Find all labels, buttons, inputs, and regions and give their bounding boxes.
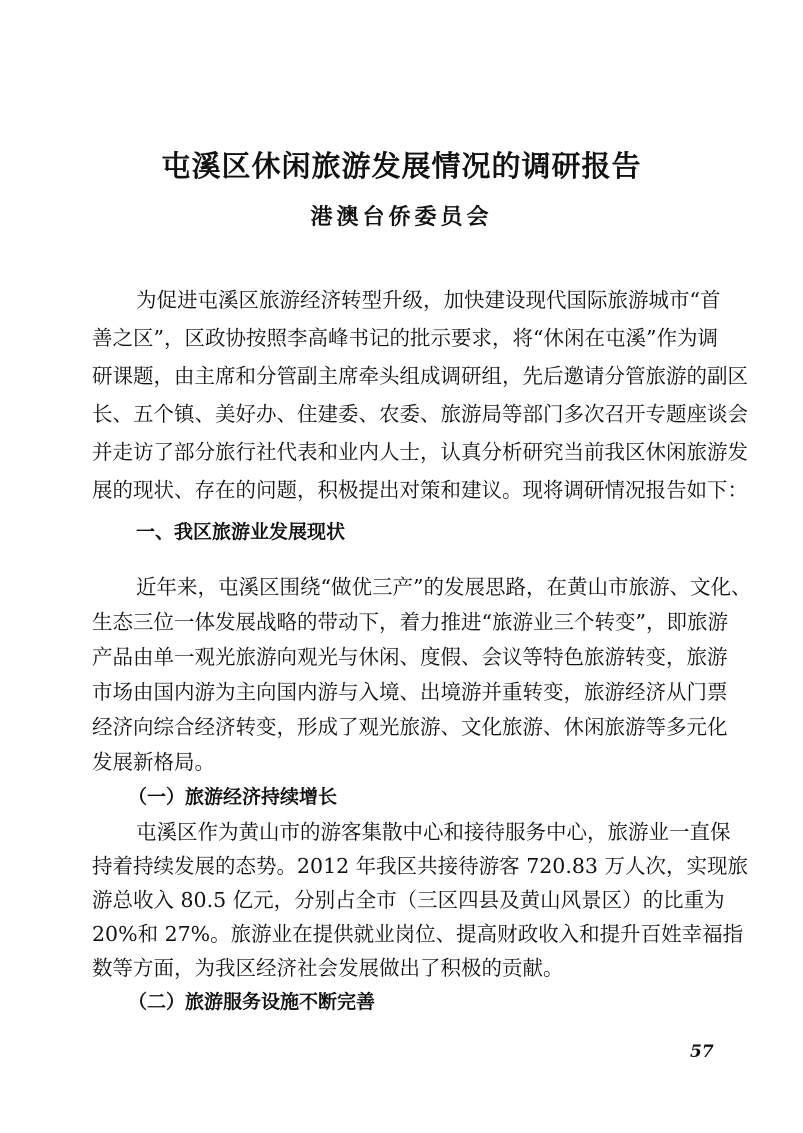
text-line: 善之区”，区政协按照李高峰书记的批示要求，将“休闲在屯溪”作为调 <box>92 326 718 350</box>
text-line: 20%和 27%。旅游业在提供就业岗位、提高财政收入和提升百姓幸福指 <box>92 922 744 946</box>
document-author: 港澳台侨委员会 <box>310 204 493 230</box>
intro-paragraph <box>92 281 748 509</box>
text-line: 展的现状、存在的问题，积极提出对策和建议。现将调研情况报告如下： <box>92 478 748 502</box>
text-line: 数等方面，为我区经济社会发展做出了积极的贡献。 <box>92 956 564 980</box>
text-line: 并走访了部分旅行社代表和业内人士，认真分析研究当前我区休闲旅游发 <box>92 440 748 464</box>
subsection-heading: （二）旅游服务设施不断完善 <box>128 991 376 1013</box>
text-line: 产品由单一观光旅游向观光与休闲、度假、会议等特色旅游转变，旅游 <box>92 645 728 669</box>
section1-paragraph <box>92 570 752 780</box>
document-title: 屯溪区休闲旅游发展情况的调研报告 <box>161 149 642 183</box>
section-heading: 一、我区旅游业发展现状 <box>136 521 346 543</box>
text-line: 生态三位一体发展战略的带动下，着力推进“旅游业三个转变”，即旅游 <box>92 610 728 634</box>
text-line: 持着持续发展的态势。2012 年我区共接待游客 720.83 万人次，实现旅 <box>92 854 748 878</box>
text-line: 长、五个镇、美好办、住建委、农委、旅游局等部门多次召开专题座谈会 <box>92 402 748 426</box>
sub1-paragraph <box>92 815 748 985</box>
document-body <box>92 281 752 1019</box>
text-line: 游总收入 80.5 亿元，分别占全市（三区四县及黄山风景区）的比重为 <box>92 888 725 912</box>
text-line: 发展新格局。 <box>92 750 215 774</box>
text-line: 经济向综合经济转变，形成了观光旅游、文化旅游、休闲旅游等多元化 <box>92 715 728 739</box>
text-line: 近年来，屯溪区围绕“做优三产”的发展思路，在黄山市旅游、文化、 <box>136 575 752 599</box>
text-line: 市场由国内游为主向国内游与入境、出境游并重转变，旅游经济从门票 <box>92 680 728 704</box>
text-line: 研课题，由主席和分管副主席牵头组成调研组，先后邀请分管旅游的副区 <box>92 364 748 388</box>
subsection-heading: （一）旅游经济持续增长 <box>128 786 338 808</box>
page-number: 57 <box>690 1042 714 1062</box>
text-line: 屯溪区作为黄山市的游客集散中心和接待服务中心，旅游业一直保 <box>136 820 731 844</box>
text-line: 为促进屯溪区旅游经济转型升级，加快建设现代国际旅游城市“首 <box>136 288 721 312</box>
